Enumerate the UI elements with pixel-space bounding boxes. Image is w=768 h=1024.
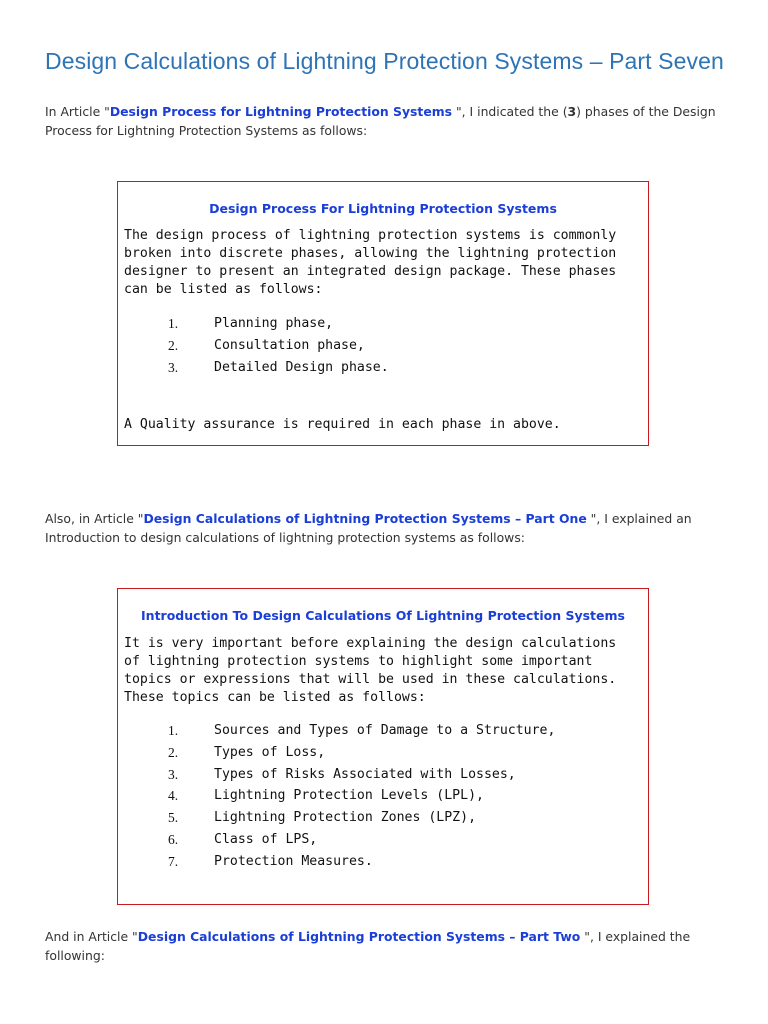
intro-text-post: ) phases of the Design Process for Lightning Protection Systems as follows: [45, 104, 716, 138]
list-item-label: Types of Risks Associated with Losses, [214, 766, 516, 782]
introduction-topic-list [118, 720, 648, 873]
link-design-process-article[interactable]: Design Process for Lightning Protection Systems [109, 104, 453, 119]
intro-phase-count: 3 [567, 104, 577, 119]
design-process-box-title: Design Process For Lightning Protection Systems [209, 201, 557, 216]
list-item [118, 829, 648, 851]
list-item-number: 5. [168, 810, 179, 826]
intro-text-pre: In Article " [45, 104, 110, 119]
list-item-number: 3. [168, 359, 179, 375]
list-item-number: 1. [168, 316, 179, 331]
part-one-text-pre: Also, in Article " [45, 511, 144, 526]
introduction-box [117, 588, 649, 905]
part-two-paragraph [45, 927, 725, 965]
list-item-label: Protection Measures. [214, 853, 373, 869]
list-item [118, 313, 648, 335]
list-item-number: 2. [168, 744, 179, 760]
link-part-one-article[interactable]: Design Calculations of Lightning Protection Systems – Part One [143, 511, 587, 526]
list-item-number: 6. [168, 831, 179, 847]
list-item-number: 2. [168, 337, 179, 353]
list-item-number: 1. [168, 723, 179, 738]
design-process-box [117, 181, 649, 446]
list-item [118, 742, 648, 764]
part-two-text-pre: And in Article " [45, 929, 138, 944]
design-process-box-note: A Quality assurance is required in each phase in above. [124, 417, 561, 433]
list-item [118, 785, 648, 807]
design-process-phase-list [118, 313, 648, 378]
list-item [118, 851, 648, 873]
part-one-paragraph [45, 509, 725, 547]
list-item [118, 357, 648, 379]
list-item-number: 7. [168, 853, 179, 869]
link-part-two-article[interactable]: Design Calculations of Lightning Protection Systems – Part Two [137, 929, 581, 944]
list-item-label: Sources and Types of Damage to a Structure, [214, 723, 556, 738]
list-item [118, 720, 648, 742]
list-item-label: Class of LPS, [214, 831, 318, 847]
list-item [118, 764, 648, 786]
intro-text-mid: ", I indicated the ( [452, 104, 568, 119]
intro-paragraph [45, 102, 725, 140]
list-item-label: Types of Loss, [214, 744, 326, 760]
part-two-text-post: ", I explained the following: [45, 929, 691, 963]
part-one-text-post: ", I explained an Introduction to design calculations of lightning protection systems as follows: [45, 511, 692, 545]
list-item-label: Detailed Design phase. [214, 359, 389, 375]
list-item-label: Lightning Protection Zones (LPZ), [214, 810, 477, 826]
list-item [118, 335, 648, 357]
list-item-label: Planning phase, [214, 316, 334, 331]
design-process-box-text: The design process of lightning protection systems is commonly broken into discrete phases, allowing the lightning protection designer to present an integrated design package. These phases can be listed as follows: [124, 228, 617, 297]
list-item-number: 3. [168, 766, 179, 782]
introduction-box-text: It is very important before explaining the design calculations of lightning protection systems to highlight some important topics or expressions that will be used in these calculations. These topics can be listed as follows: [124, 636, 617, 705]
introduction-box-title: Introduction To Design Calculations Of Lightning Protection Systems [141, 608, 625, 623]
list-item-label: Consultation phase, [214, 337, 365, 353]
page-title: Design Calculations of Lightning Protection Systems – Part Seven [45, 48, 724, 74]
list-item-label: Lightning Protection Levels (LPL), [214, 788, 484, 804]
list-item [118, 807, 648, 829]
list-item-number: 4. [168, 788, 179, 804]
